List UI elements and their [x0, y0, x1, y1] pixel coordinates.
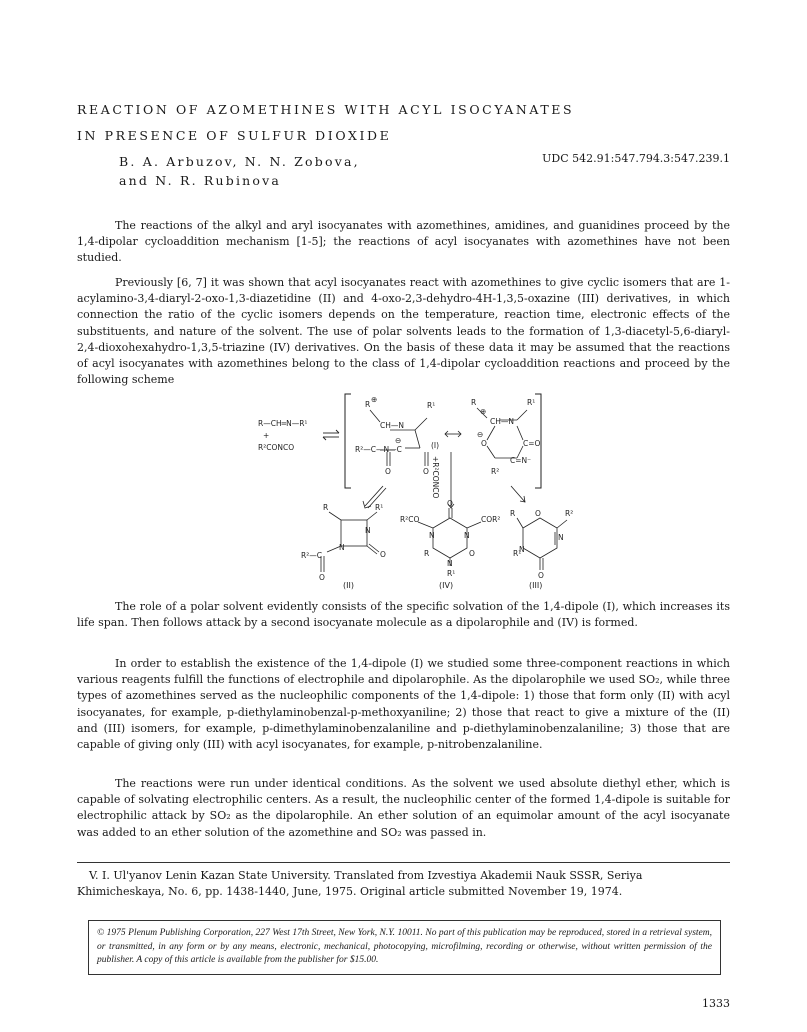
- atom-label: N: [558, 533, 564, 542]
- atom-label: COR²: [481, 515, 501, 524]
- atom-label: N: [339, 543, 345, 552]
- atom-label: O: [538, 571, 544, 580]
- charge-minus: ⊖: [477, 430, 484, 439]
- atom-label: O: [447, 499, 453, 508]
- reactant-azomethine: R—CH═N—R¹: [258, 419, 308, 428]
- label-iv: (IV): [439, 581, 454, 590]
- atom-label: R: [323, 503, 329, 512]
- label-iii: (III): [529, 581, 543, 590]
- atom-label: R²CO: [400, 515, 420, 524]
- paragraph-text: The reactions of the alkyl and aryl isocyanates with azomethines, amidines, and guanidines proceed by the 1,4-dipolar cycloaddition mechanism [1-5]; the reactions of acyl isocyanates with azomethines have not been studied.: [77, 219, 730, 265]
- reaction-scheme: [255, 390, 575, 590]
- atom-label: O: [535, 509, 541, 518]
- atom-label: R¹: [447, 569, 456, 578]
- atom-label: C=N⁻: [510, 456, 532, 465]
- atom-label: R: [365, 400, 371, 409]
- dipole-label: (I): [431, 441, 440, 450]
- diagonal-arrows: [363, 486, 525, 508]
- paragraph-3: [77, 599, 730, 631]
- authors-line-2: and N. R. Rubinova: [119, 173, 282, 188]
- affiliation-footnote: [77, 868, 730, 900]
- paragraph-5: [77, 776, 730, 841]
- atom-label: O: [385, 467, 391, 476]
- atom-label: R²: [491, 467, 500, 476]
- authors-line-1: B. A. Arbuzov, N. N. Zobova,: [119, 154, 360, 169]
- atom-label: O: [469, 549, 475, 558]
- atom-label: R: [424, 549, 430, 558]
- label-ii: (II): [343, 581, 354, 590]
- charge-minus: ⊖: [395, 436, 402, 445]
- structure-iii: [517, 518, 567, 570]
- atom-label: R²—C: [301, 551, 322, 560]
- atom-label: N: [447, 559, 453, 568]
- atom-label: R: [510, 509, 516, 518]
- author-list: [119, 152, 360, 190]
- page-number: 1333: [702, 997, 730, 1010]
- reactant-acyl-isocyanate: R²CONCO: [258, 443, 295, 452]
- plus-sign: +: [263, 431, 270, 440]
- equilibrium-arrow: [323, 430, 339, 440]
- atom-label: O: [423, 467, 429, 476]
- charge-plus: ⊕: [480, 407, 487, 416]
- atom-label: R¹: [513, 549, 522, 558]
- article-title: [77, 97, 574, 149]
- atom-label: N: [464, 531, 470, 540]
- atom-label: R¹: [375, 503, 384, 512]
- title-line-2: IN PRESENCE OF SULFUR DIOXIDE: [77, 128, 392, 143]
- atom-label: C=O: [523, 439, 541, 448]
- atom-label: CH—N: [380, 421, 404, 430]
- paragraph-text: The role of a polar solvent evidently consists of the specific solvation of the 1,4-dipole (I), which increases its life span. Then follows attack by a second isocyanate molecule as a dipolarophile and (IV) is formed.: [77, 600, 730, 630]
- atom-label: O: [319, 573, 325, 582]
- affiliation-text: V. I. Ul'yanov Lenin Kazan State University. Translated from Izvestiya Akademii Nauk SSSR, Seriya Khimicheskaya, No. 6, pp. 1438-1440, June, 1975. Original article submitted November 19, 1974.: [77, 869, 643, 898]
- atom-label: O: [481, 439, 487, 448]
- copyright-box: [88, 920, 721, 975]
- paragraph-text: The reactions were run under identical conditions. As the solvent we used absolute diethyl ether, which is capable of solvating electrophilic centers. As a result, the nucleophilic center of the formed 1,4-dipole is suitable for electrophilic attack by SO₂ as the dipolarophile. An ether solution of an equimolar amount of the acyl isocyanate was added to an ether solution of the azomethine and SO₂ was passed in.: [77, 777, 730, 839]
- dipole-bracket: [345, 394, 541, 488]
- paragraph-text: In order to establish the existence of the 1,4-dipole (I) we studied some three-component reactions in which various reagents fulfill the functions of electrophile and dipolarophile. As the dipolarophile we used SO₂, while three types of azomethines served as the nucleophilic components of the 1,4-dipole: 1) those that form only (II) with acyl isocyanates, for example, p-diethylaminobenzal-p-methoxyaniline; 2) those that react to give a mixture of the (II) and (III) isomers, for example, p-dimethylaminobenzalaniline and p-diethylaminobenzalaniline; 3) those that are capable of giving only (III) with acyl isocyanates, for example, p-nitrobenzalaniline.: [77, 657, 730, 752]
- paragraph-1: [77, 218, 730, 267]
- atom-label: R¹: [427, 401, 436, 410]
- structure-ii: [321, 512, 379, 572]
- reagent-label: +R²CONCO: [431, 456, 440, 499]
- title-line-1: REACTION OF AZOMETHINES WITH ACYL ISOCYANATES: [77, 102, 575, 117]
- atom-label: R: [471, 398, 477, 407]
- footnote-rule: [77, 862, 730, 863]
- paragraph-text: Previously [6, 7] it was shown that acyl isocyanates react with azomethines to give cyclic isomers that are 1-acylamino-3,4-diaryl-2-oxo-1,3-diazetidine (II) and 4-oxo-2,3-dehydro-4H-1,3,5-oxazine (III) derivatives, in which connection the ratio of the cyclic isomers depends on the temperature, reaction time, electronic effects of the substituents, and nature of the solvent. The use of polar solvents leads to the formation of 1,3-diacetyl-5,6-diaryl-2,4-dioxohexahydro-1,3,5-triazine (IV) derivatives. On the basis of these data it may be assumed that the reactions of acyl isocyanates with azomethines belong to the class of 1,4-dipolar cycloaddition reactions and proceed by the following scheme: [77, 276, 730, 387]
- atom-label: R²—C—N—C: [355, 445, 402, 454]
- udc-code: UDC 542.91:547.794.3:547.239.1: [542, 152, 730, 165]
- resonance-arrow: [445, 431, 461, 437]
- paragraph-2: [77, 275, 730, 388]
- atom-label: N: [365, 526, 371, 535]
- atom-label: CH—N: [490, 417, 514, 426]
- atom-label: R¹: [527, 398, 536, 407]
- copyright-text: © 1975 Plenum Publishing Corporation, 227 West 17th Street, New York, N.Y. 10011. No part of this publication may be reproduced, stored in a retrieval system, or transmitted, in any form or by any means, electronic, mechanical, photocopying, microfilming, recording or otherwise, without written permission of the publisher. A copy of this article is available from the publisher for $15.00.: [97, 928, 712, 965]
- paragraph-4: [77, 656, 730, 753]
- atom-label: R²: [565, 509, 574, 518]
- atom-label: N: [519, 545, 525, 554]
- atom-label: O: [380, 550, 386, 559]
- charge-plus: ⊕: [371, 395, 378, 404]
- atom-label: N: [429, 531, 435, 540]
- reaction-scheme-drawing: [255, 390, 575, 590]
